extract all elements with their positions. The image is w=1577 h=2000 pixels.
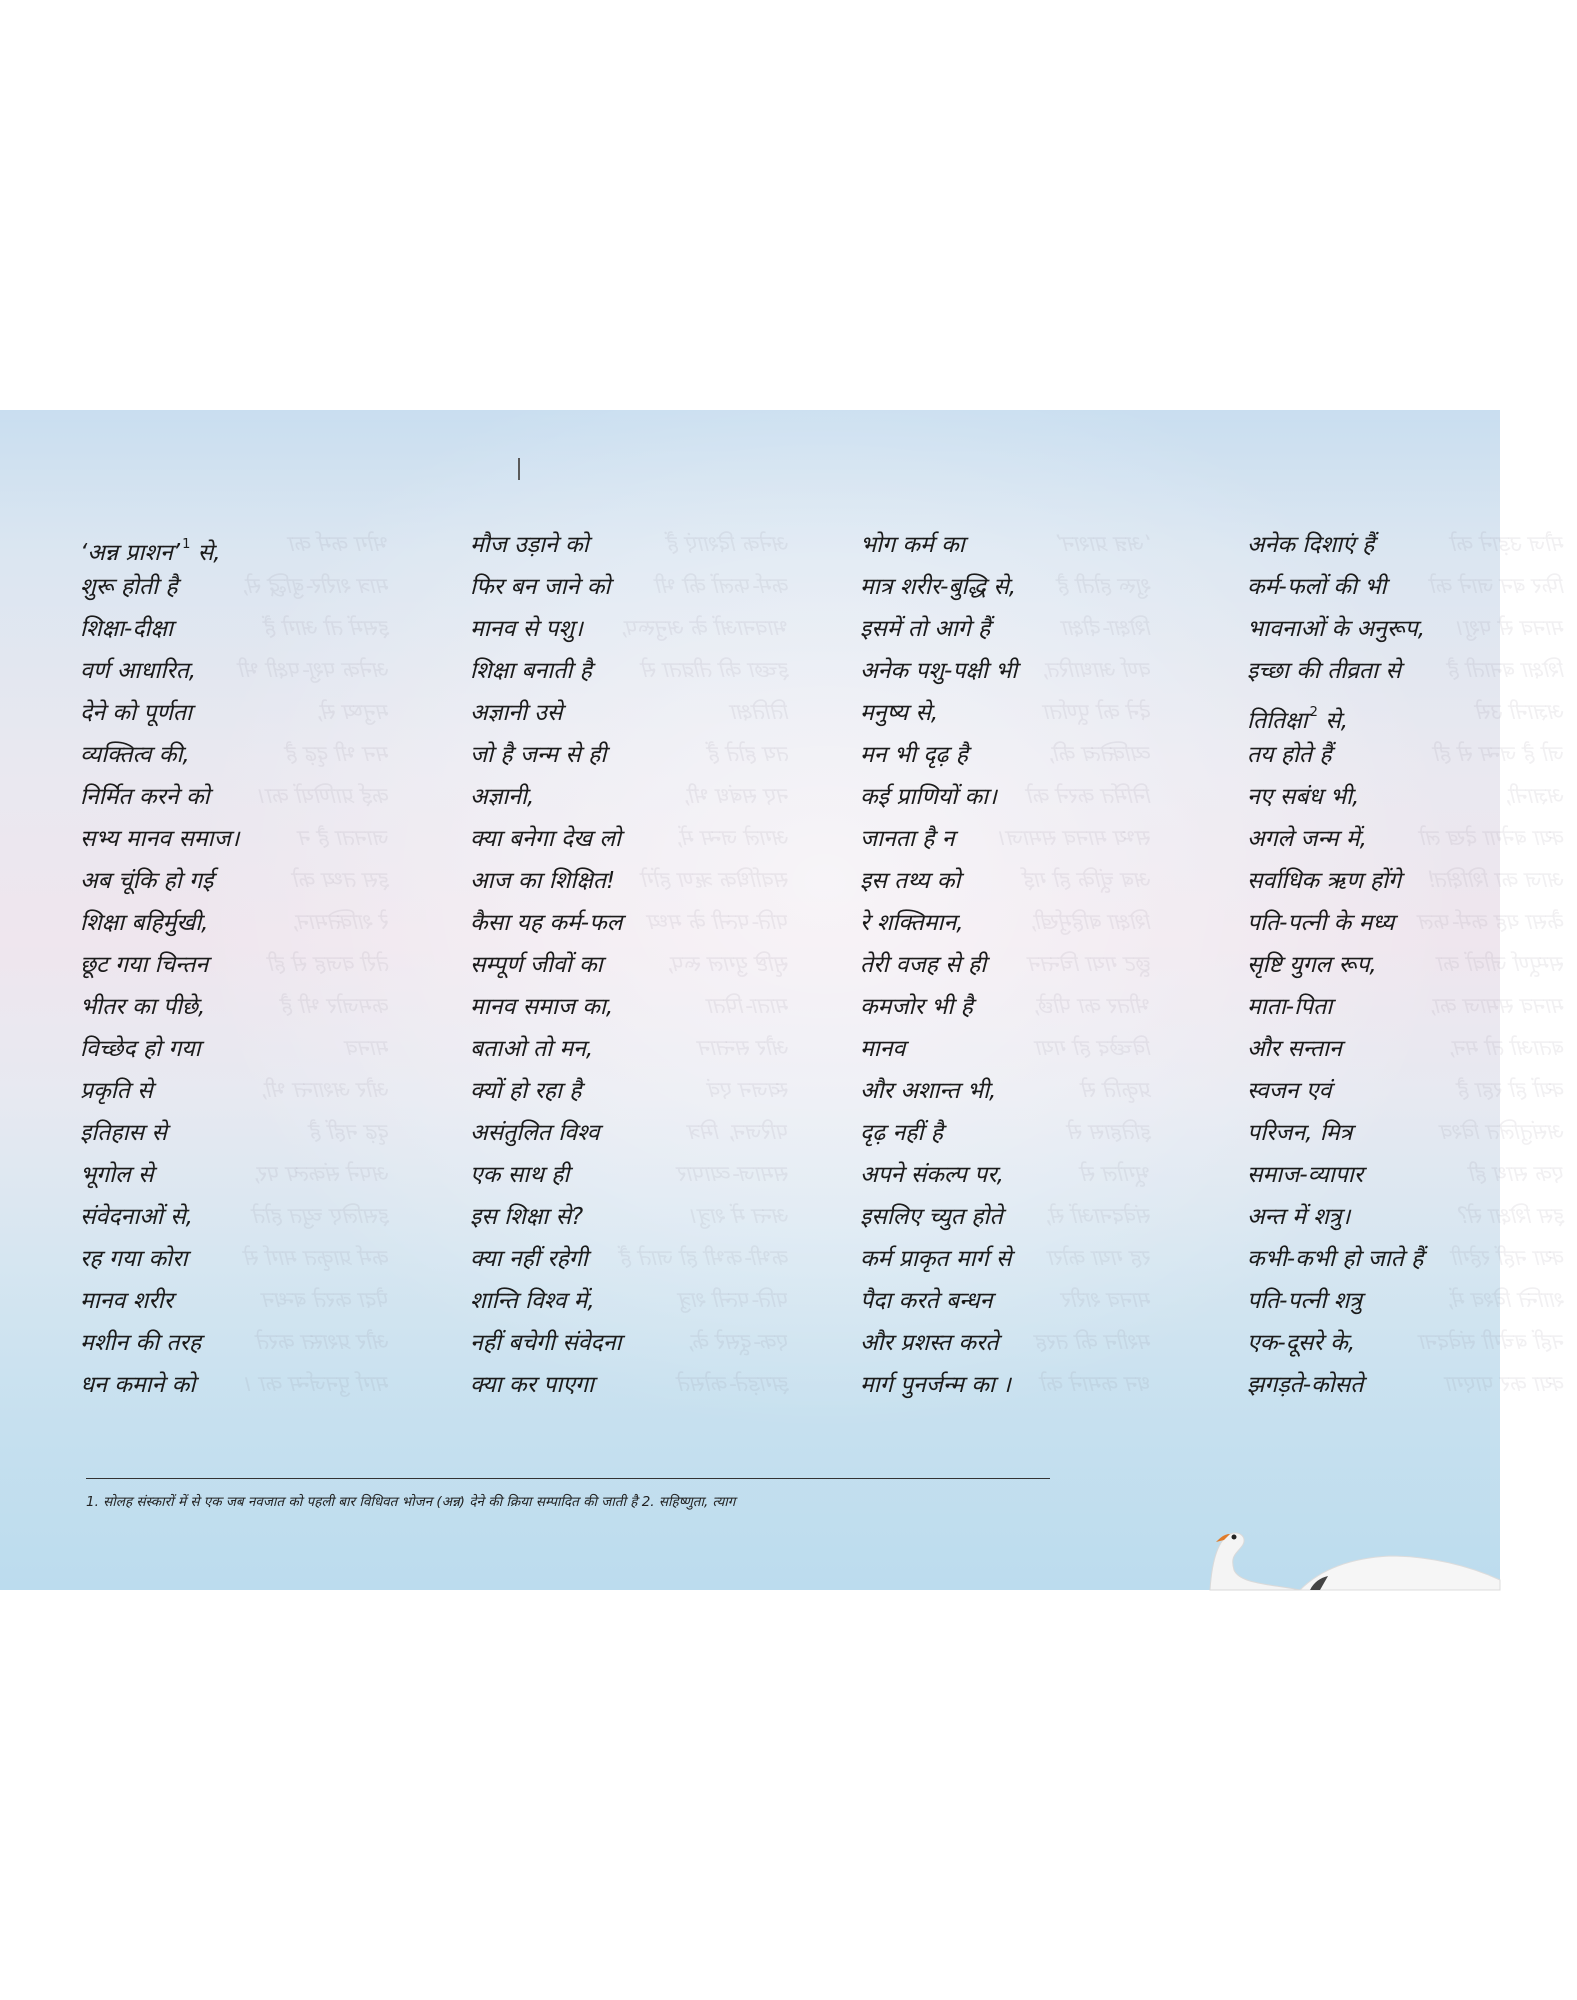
poem-line (470, 1154, 800, 1196)
footnote-marker: 1 (182, 537, 191, 552)
poem-line (1247, 1196, 1577, 1238)
poem-line-text: वर्ण आधारित, (80, 658, 197, 684)
poem-line-text: अज्ञानी उसे (470, 700, 563, 726)
poem-line-text: कर्म-फलों की भी (1247, 574, 1387, 600)
poem-background-band (0, 410, 1566, 1590)
poem-line (1247, 1322, 1577, 1364)
poem-line (470, 734, 800, 776)
poem-line-text: असंतुलित विश्व (470, 1120, 600, 1146)
poem-line (1247, 734, 1577, 776)
poem-line (860, 944, 1190, 986)
poem-line-text: मार्ग पुनर्जन्म का । (860, 1372, 1011, 1398)
poem-line (860, 776, 1190, 818)
poem-line-text: मात्र शरीर-बुद्धि से, (860, 574, 1017, 600)
poem-line (80, 1028, 410, 1070)
poem-line (470, 1070, 800, 1112)
poem-line (1247, 1154, 1577, 1196)
poem-line-text: दृढ़ नहीं है (860, 1120, 943, 1146)
bleed-through-text: मौज उड़ाने को फिर बन जाने को मानव से पशु। शिक्षा बनाती है अज्ञानी उसे जो है जन्म से ही अज्ञानी, क्या बनेगा देख लो आज का शिक्षित! कैसा यह कर्म-फल सम्पूर्ण जीवों का मानव समाज का, बताओ तो मन, क्यों हो रहा है असंतुलित विश्व एक साथ ही इस शिक्षा से? क्या नहीं रहेगी शान्ति विश्व में, नहीं बचेगी संवेदना क्या कर पाएगा (1420, 532, 1566, 1397)
poem-column-4 (1247, 524, 1577, 1406)
poem-line (860, 566, 1190, 608)
poem-line-text: अज्ञानी, (470, 784, 535, 810)
poem-line-text: और प्रशस्त करते (860, 1330, 999, 1356)
poem-line (470, 818, 800, 860)
poem-line (470, 1196, 800, 1238)
bleed-through-text: ‘अन्न प्राशन’ शुरू होती है शिक्षा-दीक्षा वर्ण आधारित, देने को पूर्णता व्यक्तित्व की, निर्मित करने को सभ्य मानव समाज। अब चूंकि हो गई शिक्षा बहिर्मुखी, छूट गया चिन्तन भीतर का पीछे, विच्छेद हो गया प्रकृति से इतिहास से भूगोल से संवेदनाओं से, रह गया कोरा मानव शरीर मशीन की तरह धन कमाने को (1000, 532, 1153, 1397)
poem-line-text: निर्मित करने को (80, 784, 210, 810)
poem-line-text: नहीं बचेगी संवेदना (470, 1330, 622, 1356)
poem-line-text: झगड़ते-कोसते (1247, 1372, 1364, 1398)
poem-line (860, 608, 1190, 650)
poem-line-text: देने को पूर्णता (80, 700, 192, 726)
poem-line (1247, 692, 1577, 734)
poem-line-text: समाज-व्यापार (1247, 1162, 1364, 1188)
poem-line (860, 902, 1190, 944)
poem-line (80, 1280, 410, 1322)
poem-line-text: एक साथ ही (470, 1162, 570, 1188)
poem-line-text: मानव से पशु। (470, 616, 583, 642)
poem-line (860, 860, 1190, 902)
poem-line-text: जानता है न (860, 826, 955, 852)
poem-line (1247, 1238, 1577, 1280)
poem-line (470, 1112, 800, 1154)
poem-line-text: पति-पत्नी शत्रु (1247, 1288, 1362, 1314)
poem-line-text: क्या कर पाएगा (470, 1372, 594, 1398)
poem-line (470, 1322, 800, 1364)
print-mark (518, 458, 520, 480)
poem-line-text: एक-दूसरे के, (1247, 1330, 1356, 1356)
poem-column-2 (470, 524, 800, 1406)
poem-line (80, 902, 410, 944)
poem-line-text: कमजोर भी है (860, 994, 973, 1020)
poem-line-text: धन कमाने को (80, 1372, 196, 1398)
poem-line-text: और सन्तान (1247, 1036, 1342, 1062)
poem-line-text: विच्छेद हो गया (80, 1036, 201, 1062)
poem-column-1 (80, 524, 410, 1406)
poem-line (860, 692, 1190, 734)
poem-line (860, 986, 1190, 1028)
poem-line (80, 650, 410, 692)
poem-line-text: अन्त में शत्रु। (1247, 1204, 1351, 1230)
poem-line (470, 776, 800, 818)
poem-line (470, 1238, 800, 1280)
poem-line-text: इच्छा की तीव्रता से (1247, 658, 1401, 684)
footnote-text: 1. सोलह संस्कारों में से एक जब नवजात को पहली बार विधिवत भोजन (अन्न) देने की क्रिया सम्पादित की जाती है 2. सहिष्णुता, त्याग (86, 1494, 736, 1510)
poem-line-text: मनुष्य से, (860, 700, 939, 726)
poem-line (470, 1280, 800, 1322)
poem-line-text: इस शिक्षा से? (470, 1204, 584, 1230)
poem-line-text: सम्पूर्ण जीवों का (470, 952, 603, 978)
poem-line (1247, 1070, 1577, 1112)
poem-line (860, 1238, 1190, 1280)
poem-line (1247, 986, 1577, 1028)
poem-line (1247, 650, 1577, 692)
poem-line-text: मौज उड़ाने को (470, 532, 589, 558)
poem-line-text: भावनाओं के अनुरूप, (1247, 616, 1426, 642)
poem-line (860, 734, 1190, 776)
poem-line (80, 986, 410, 1028)
bleed-through-text: भोग कर्म का मात्र शरीर-बुद्धि से, इसमें तो आगे हैं अनेक पशु-पक्षी भी मनुष्य से, मन भी दृढ़ है कई प्राणियों का। जानता है न इस तथ्य को रे शक्तिमान, तेरी वजह से ही कमजोर भी है मानव और अशान्त भी, दृढ़ नहीं है अपने संकल्प पर, इसलिए च्युत होते कर्म प्राकृत मार्ग से पैदा करते बन्धन और प्रशस्त करते मार्ग पुनर्जन्म का । (240, 532, 391, 1397)
poem-line (860, 650, 1190, 692)
poem-line (1247, 1028, 1577, 1070)
poem-line-text: भूगोल से (80, 1162, 154, 1188)
poem-line-text: कैसा यह कर्म-फल (470, 910, 623, 936)
poem-line-text: सर्वाधिक ऋण होंगे (1247, 868, 1402, 894)
poem-line (1247, 1280, 1577, 1322)
poem-line-text: अनेक दिशाएं हैं (1247, 532, 1375, 558)
poem-line-text: सृष्टि युगल रूप, (1247, 952, 1377, 978)
poem-line (1247, 1364, 1577, 1406)
poem-line-text: भोग कर्म का (860, 532, 965, 558)
poem-line (1247, 1112, 1577, 1154)
poem-line-text: आज का शिक्षित! (470, 868, 616, 894)
poem-line-text: अपने संकल्प पर, (860, 1162, 1004, 1188)
poem-line (1247, 566, 1577, 608)
poem-line (80, 734, 410, 776)
poem-line-text: नए सबंध भी, (1247, 784, 1360, 810)
poem-line-text: तय होते हैं (1247, 742, 1332, 768)
poem-line (860, 1280, 1190, 1322)
poem-line (860, 818, 1190, 860)
poem-line-text: स्वजन एवं (1247, 1078, 1332, 1104)
poem-line (470, 944, 800, 986)
poem-line-text: शिक्षा बहिर्मुखी, (80, 910, 209, 936)
poem-line (470, 566, 800, 608)
poem-line-text: मन भी दृढ़ है (860, 742, 968, 768)
poem-line (80, 1196, 410, 1238)
poem-line-text: रे शक्तिमान, (860, 910, 964, 936)
poem-line (470, 1028, 800, 1070)
poem-line (80, 1364, 410, 1406)
poem-line (860, 1322, 1190, 1364)
poem-line (1247, 524, 1577, 566)
poem-line (860, 1154, 1190, 1196)
poem-line-text: तितिक्षा (1247, 708, 1308, 734)
poem-line-text: इतिहास से (80, 1120, 167, 1146)
poem-line (1247, 944, 1577, 986)
poem-line-text: शुरू होती है (80, 574, 178, 600)
poem-line (470, 650, 800, 692)
poem-line-text: माता-पिता (1247, 994, 1333, 1020)
poem-line (80, 818, 410, 860)
poem-line-text: मानव समाज का, (470, 994, 614, 1020)
poem-line (470, 692, 800, 734)
poem-line-text: तेरी वजह से ही (860, 952, 987, 978)
poem-line (80, 1154, 410, 1196)
poem-line (80, 776, 410, 818)
poem-line (80, 1112, 410, 1154)
poem-line-text: शिक्षा बनाती है (470, 658, 592, 684)
poem-line (470, 902, 800, 944)
poem-line-text: मानव (860, 1036, 906, 1062)
footnote-divider (86, 1478, 1050, 1479)
poem-line-text: कर्म प्राकृत मार्ग से (860, 1246, 1012, 1272)
poem-line-text: कभी-कभी हो जाते हैं (1247, 1246, 1424, 1272)
poem-line (1247, 860, 1577, 902)
poem-line-text: इसलिए च्युत होते (860, 1204, 1003, 1230)
poem-line-text: और अशान्त भी, (860, 1078, 997, 1104)
poem-line (470, 524, 800, 566)
poem-line (860, 1112, 1190, 1154)
poem-line (470, 986, 800, 1028)
poem-line-suffix: से, (1325, 708, 1349, 734)
poem-line-text: अगले जन्म में, (1247, 826, 1367, 852)
poem-line (80, 566, 410, 608)
poem-line-text: शिक्षा-दीक्षा (80, 616, 173, 642)
poem-line (470, 1364, 800, 1406)
poem-line (860, 524, 1190, 566)
poem-line (80, 524, 410, 566)
poem-line (470, 608, 800, 650)
poem-line-text: क्या नहीं रहेगी (470, 1246, 588, 1272)
poem-line (80, 1238, 410, 1280)
poem-line-text: क्या बनेगा देख लो (470, 826, 621, 852)
bleed-through-text: अनेक दिशाएं हैं कर्म-फलों की भी भावनाओं के अनुरूप, इच्छा की तीव्रता से तितिक्षा तय होते हैं नए सबंध भी, अगले जन्म में, सर्वाधिक ऋण होंगे पति-पत्नी के मध्य सृष्टि युगल रूप, माता-पिता और सन्तान स्वजन एवं परिजन, मित्र समाज-व्यापार अन्त में शत्रु। कभी-कभी हो जाते हैं पति-पत्नी शत्रु एक-दूसरे के, झगड़ते-कोसते (620, 532, 791, 1397)
poem-line-text: इसमें तो आगे हैं (860, 616, 991, 642)
poem-line (1247, 776, 1577, 818)
poem-line (1247, 902, 1577, 944)
poem-line-text: क्यों हो रहा है (470, 1078, 582, 1104)
poem-line-text: पैदा करते बन्धन (860, 1288, 993, 1314)
poem-line (80, 944, 410, 986)
poem-column-3 (860, 524, 1190, 1406)
poem-line (80, 1322, 410, 1364)
poem-line-text: बताओ तो मन, (470, 1036, 594, 1062)
poem-line-text: भीतर का पीछे, (80, 994, 206, 1020)
poem-line-text: व्यक्तित्व की, (80, 742, 190, 768)
poem-line (860, 1028, 1190, 1070)
poem-line (470, 860, 800, 902)
poem-line (860, 1364, 1190, 1406)
poem-line-text: मशीन की तरह (80, 1330, 202, 1356)
poem-line-text: शान्ति विश्व में, (470, 1288, 595, 1314)
poem-line-suffix: से, (197, 540, 221, 566)
footnote-marker: 2 (1309, 705, 1318, 720)
poem-line-text: प्रकृति से (80, 1078, 153, 1104)
poem-line (1247, 818, 1577, 860)
poem-line-text: फिर बन जाने को (470, 574, 611, 600)
poem-line (80, 860, 410, 902)
poem-line-text: कई प्राणियों का। (860, 784, 997, 810)
poem-line-text: इस तथ्य को (860, 868, 961, 894)
poem-line-text: ‘अन्न प्राशन’ (80, 540, 181, 566)
poem-line (80, 692, 410, 734)
poem-line (80, 608, 410, 650)
swan-image (1290, 1550, 1500, 1590)
poem-line-text: संवेदनाओं से, (80, 1204, 193, 1230)
poem-line (1247, 608, 1577, 650)
poem-line-text: जो है जन्म से ही (470, 742, 607, 768)
poem-line-text: सभ्य मानव समाज। (80, 826, 240, 852)
poem-line (80, 1070, 410, 1112)
poem-line-text: परिजन, मित्र (1247, 1120, 1353, 1146)
poem-line-text: छूट गया चिन्तन (80, 952, 209, 978)
poem-line-text: पति-पत्नी के मध्य (1247, 910, 1395, 936)
poem-line (860, 1196, 1190, 1238)
poem-line-text: रह गया कोरा (80, 1246, 188, 1272)
poem-line-text: अब चूंकि हो गई (80, 868, 214, 894)
poem-line (860, 1070, 1190, 1112)
poem-line-text: मानव शरीर (80, 1288, 173, 1314)
poem-line-text: अनेक पशु-पक्षी भी (860, 658, 1018, 684)
